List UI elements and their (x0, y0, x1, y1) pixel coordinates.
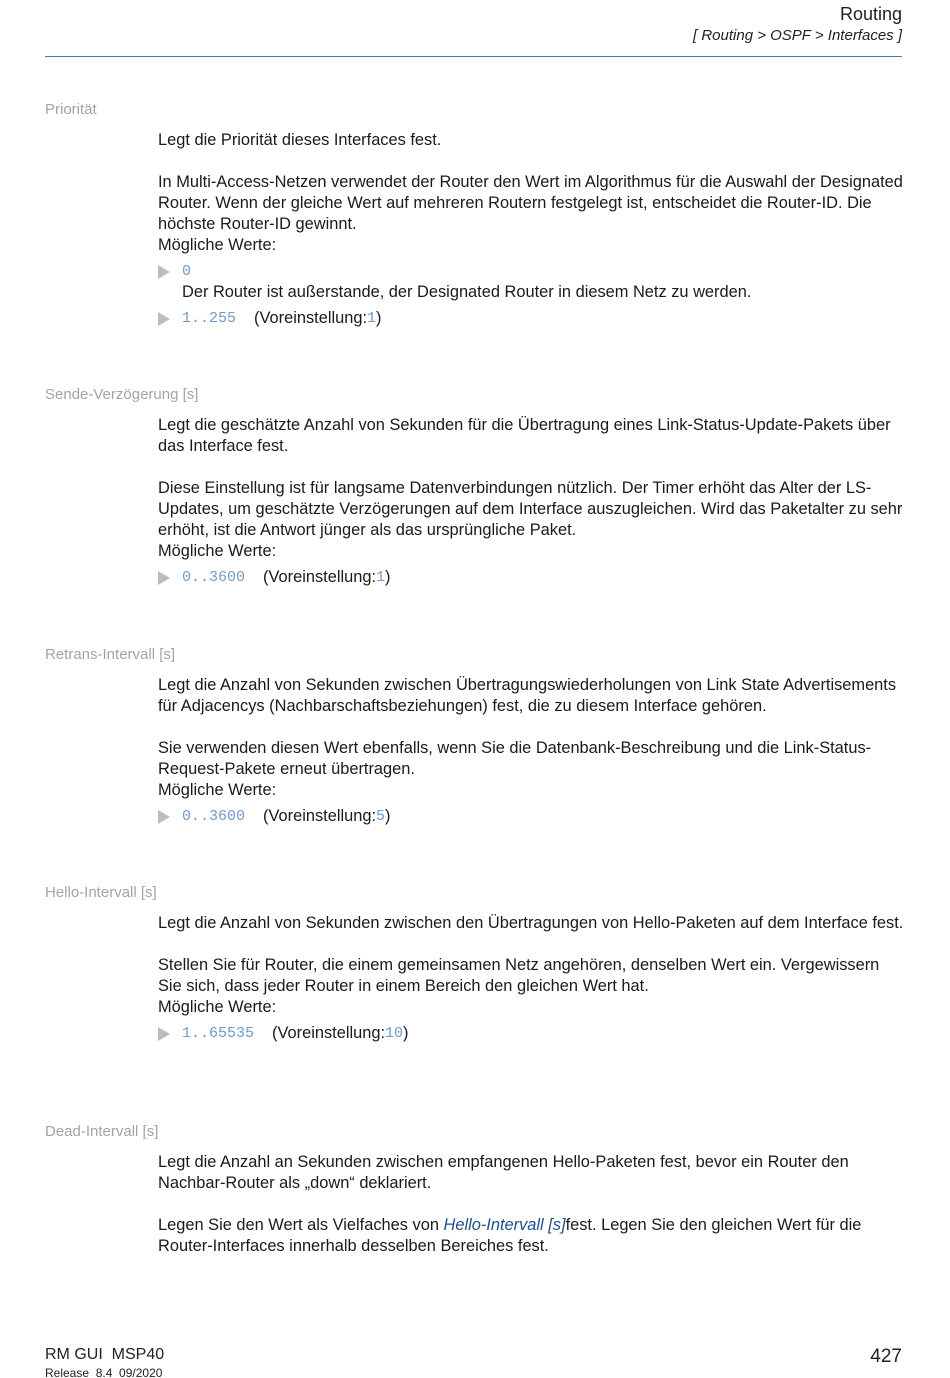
triangle-bullet-icon (158, 1027, 170, 1041)
triangle-bullet-icon (158, 265, 170, 279)
default-value: 1 (376, 569, 386, 586)
paragraph: Diese Einstellung ist für langsame Datenverbindungen nützlich. Der Timer erhöht das Alter der LS-Updates, um geschätzte Verzögerungen auf dem Interface auszugleichen. Wird das Paketalter zu sehr erhöht, ist die Antwort jünger als das ursprüngliche Paket. (158, 479, 903, 539)
parameter-name: Retrans-Intervall [s] (45, 646, 176, 663)
paragraph: Legt die geschätzte Anzahl von Sekunden für die Übertragung eines Link-Status-Update-Pakets über das Interface fest. (158, 416, 891, 455)
parameter-description (158, 130, 906, 329)
paragraph: Legt die Anzahl an Sekunden zwischen empfangenen Hello-Paketen fest, bevor ein Router den Nachbar-Router als „down“ deklariert. (158, 1153, 849, 1192)
paragraph: Stellen Sie für Router, die einem gemeinsamen Netz angehören, denselben Wert ein. Vergewissern Sie sich, dass jeder Router in einem Bereich den gleichen Wert hat. (158, 956, 880, 995)
product-name: RM GUI MSP40 (45, 1346, 165, 1363)
triangle-bullet-icon (158, 312, 170, 326)
header-divider (45, 56, 902, 57)
parameter-name: Hello-Intervall [s] (45, 884, 157, 901)
default-suffix: ) (376, 309, 382, 327)
default-prefix: (Voreinstellung: (263, 807, 376, 825)
value-range: 1..65535 (182, 1025, 255, 1042)
value-item (158, 1023, 906, 1044)
default-prefix: (Voreinstellung: (254, 309, 367, 327)
parameter-description (158, 913, 906, 1044)
value-range: 1..255 (182, 310, 237, 327)
paragraph-with-link (158, 1215, 906, 1257)
text: Legen Sie den Wert als Vielfaches von (158, 1216, 444, 1234)
value-item (158, 806, 906, 827)
release-info: Release 8.4 09/2020 (45, 1366, 163, 1378)
possible-values-label: Mögliche Werte: (158, 781, 277, 799)
default-suffix: ) (403, 1024, 409, 1042)
parameter-description (158, 675, 906, 827)
value-item (158, 261, 906, 282)
default-prefix: (Voreinstellung: (263, 568, 376, 586)
parameter-name: Priorität (45, 101, 97, 118)
default-suffix: ) (385, 807, 391, 825)
possible-values-label: Mögliche Werte: (158, 236, 277, 254)
page-number: 427 (870, 1346, 902, 1367)
value-code: 0 (182, 263, 192, 280)
value-item (158, 308, 906, 329)
triangle-bullet-icon (158, 810, 170, 824)
value-item (158, 567, 906, 588)
value-description: Der Router ist außerstande, der Designated Router in diesem Netz zu werden. (182, 283, 752, 301)
default-prefix: (Voreinstellung: (272, 1024, 385, 1042)
parameter-description (158, 1152, 906, 1257)
triangle-bullet-icon (158, 571, 170, 585)
chapter-title: Routing (839, 4, 902, 24)
text: fest. Legen Sie den gleichen Wert für die Router-Interfaces innerhalb desselben Bereiches fest. (158, 1216, 862, 1255)
paragraph: Sie verwenden diesen Wert ebenfalls, wenn Sie die Datenbank-Beschreibung und die Link-Status-Request-Pakete erneut übertragen. (158, 739, 872, 778)
parameter-description (158, 415, 906, 588)
default-suffix: ) (385, 568, 391, 586)
default-value: 1 (367, 310, 377, 327)
possible-values-label: Mögliche Werte: (158, 998, 277, 1016)
breadcrumb: [ Routing > OSPF > Interfaces ] (693, 27, 902, 44)
paragraph: Legt die Anzahl von Sekunden zwischen den Übertragungen von Hello-Paketen auf dem Interface fest. (158, 914, 904, 932)
paragraph: Legt die Priorität dieses Interfaces fest. (158, 131, 442, 149)
hello-intervall-link[interactable]: Hello-Intervall [s] (443, 1216, 566, 1234)
possible-values-label: Mögliche Werte: (158, 542, 277, 560)
parameter-name: Sende-Verzögerung [s] (45, 386, 199, 403)
parameter-name: Dead-Intervall [s] (45, 1123, 159, 1140)
value-range: 0..3600 (182, 808, 246, 825)
default-value: 5 (376, 808, 386, 825)
value-range: 0..3600 (182, 569, 246, 586)
default-value: 10 (385, 1025, 404, 1042)
paragraph: Legt die Anzahl von Sekunden zwischen Übertragungswiederholungen von Link State Advertisements für Adjacencys (Nachbarschaftsbeziehungen) fest, die zu diesem Interface gehören. (158, 676, 897, 715)
paragraph: In Multi-Access-Netzen verwendet der Router den Wert im Algorithmus für die Auswahl der Designated Router. Wenn der gleiche Wert auf mehreren Routern festgelegt ist, entscheidet die Router-ID. Die höchste Router-ID gewinnt. (158, 173, 903, 233)
